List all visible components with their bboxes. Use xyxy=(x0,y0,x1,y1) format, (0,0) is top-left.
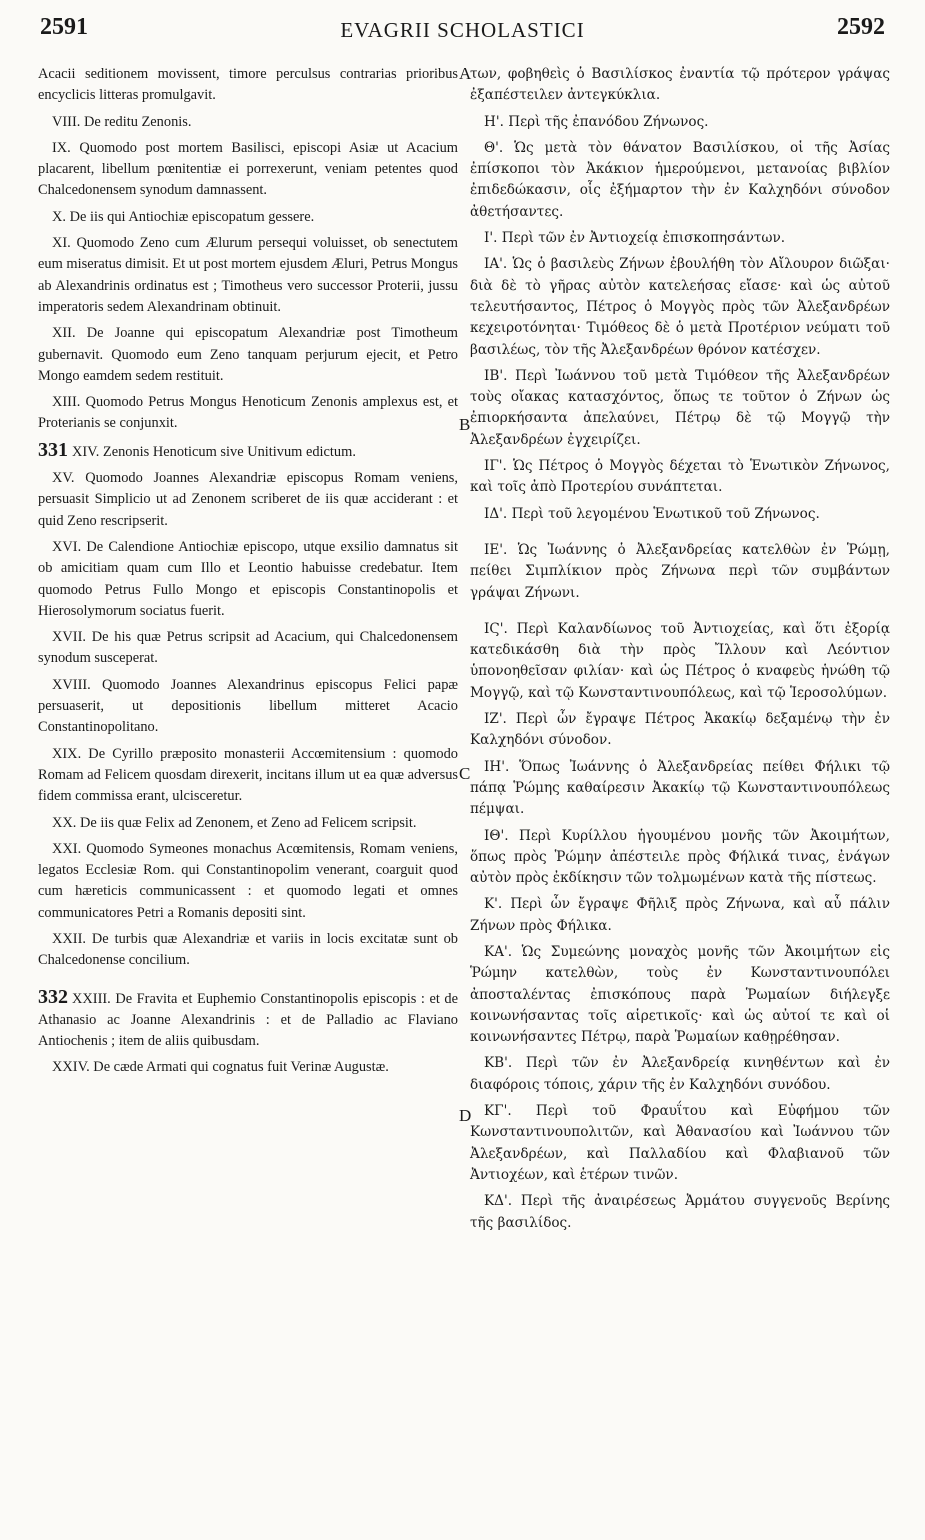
greek-entry: ΚΓ'. Περὶ τοῦ Φραυΐτου καὶ Εὐφήμου τῶν Κωνσταντινουπολιτῶν, καὶ Ἀθανασίου καὶ Ἰωάννου τῶν Ἀλεξανδρέων, καὶ Παλλαδίου καὶ Φλαβιανοῦ τῶν Ἀντιοχέων, καὶ ἑτέρων τινῶν. xyxy=(470,1103,890,1183)
column-marker-331: 331 xyxy=(38,438,68,461)
latin-entry: XVI. De Calendione Antiochiæ episcopo, utque exsilio damnatus sit ob amicitiam quam cum Illo et Leontio habuisse credebatur. Item quomodo Petrus Fullo Mongo et episcopis Constantinopolis et Hierosolymorum sociatus fuerit. xyxy=(38,538,458,619)
greek-entry: ΙΖ'. Περὶ ὧν ἔγραψε Πέτρος Ἀκακίῳ δεξαμένῳ τὴν ἐν Καλχηδόνι σύνοδον. xyxy=(470,711,890,749)
greek-entry: Ι'. Περὶ τῶν ἐν Ἀντιοχείᾳ ἐπισκοπησάντων. xyxy=(484,230,786,247)
latin-entry: XII. De Joanne qui episcopatum Alexandriæ post Timotheum gubernavit. Quomodo eum Zeno tanquam perjurum ejecit, et Petro Mongo eamdem sedem restituit. xyxy=(38,325,458,384)
latin-entry: IX. Quomodo post mortem Basilisci, episcopi Asiæ ut Acacium placarent, libellum pœnitentiæ ei porrexerunt, veniam petentes quod Chalcedonensem synodum damnassent. xyxy=(38,139,458,199)
latin-entry: XIX. De Cyrillo præposito monasterii Accœmitensium : quomodo Romam ad Felicem quosdam direxerit, incitans illum ut ea quæ adversus fidem commissa erant, ulcisceretur. xyxy=(38,745,458,805)
latin-entry: X. De iis qui Antiochiæ episcopatum gessere. xyxy=(52,208,315,225)
margin-letter-c: C xyxy=(459,764,471,783)
page-number-left: 2591 xyxy=(40,14,88,40)
latin-entry: VIII. De reditu Zenonis. xyxy=(52,113,192,130)
latin-entry: XVII. De his quæ Petrus scripsit ad Acacium, qui Chalcedonensem synodum susceperat. xyxy=(38,629,458,667)
latin-entry: XXIV. De cæde Armati qui cognatus fuit Verinæ Augustæ. xyxy=(52,1059,389,1076)
greek-entry: ΚΒ'. Περὶ τῶν ἐν Ἀλεξανδρείᾳ κινηθέντων καὶ ἐν διαφόροις τόποις, χάριν τῆς ἐν Καλχηδόνι συνόδου. xyxy=(470,1055,890,1093)
greek-entry: ΚΔ'. Περὶ τῆς ἀναιρέσεως Ἀρμάτου συγγενοῦς Βερίνης τῆς βασιλίδος. xyxy=(470,1193,890,1231)
latin-entry: XXI. Quomodo Symeones monachus Acœmitensis, Romam veniens, legatos Ecclesiæ Rom. qui Constantinopolim venerant, coarguit quod cum hæreticis communicassent : et quomodo legati et omnes communicatores Petri a Romanis depositi sint. xyxy=(38,840,458,921)
greek-entry: των, φοβηθεὶς ὁ Βασιλίσκος ἐναντία τῷ πρότερον γράψας ἐξαπέστειλεν ἀντεγκύκλια. xyxy=(470,66,890,104)
latin-entry-text: XIV. Zenonis Henoticum sive Unitivum edictum. xyxy=(72,443,356,460)
page-number-right: 2592 xyxy=(837,14,885,40)
greek-entry: ΙΘ'. Περὶ Κυρίλλου ἡγουμένου μονῆς τῶν Ἀκοιμήτων, ὅπως πρὸς Ῥώμην ἀπέστειλε πρὸς Φήλικά τινας, ἐνάγων αὐτὸν πρὸς ἐκδίκησιν τῶν τολμωμένων κατὰ τῆς πίστεως. xyxy=(470,827,890,887)
greek-entry: ΙΕ'. Ὡς Ἰωάννης ὁ Ἀλεξανδρείας κατελθὼν ἐν Ῥώμῃ, πείθει Σιμπλίκιον πρὸς Ζήνωνα περὶ τῶν συμβάντων γράψαι Ζήνωνι. xyxy=(470,541,890,601)
greek-column xyxy=(470,64,890,1239)
column-marker-332: 332 xyxy=(38,985,68,1008)
margin-letter-a: A xyxy=(459,64,472,83)
latin-column xyxy=(38,64,458,1084)
latin-entry: XVIII. Quomodo Joannes Alexandrinus episcopus Felici papæ persuaserit, ut depositionis libellum mitteret Acacio Constantinopolitano. xyxy=(38,676,458,736)
greek-entry: ΚΑ'. Ὡς Συμεώνης μοναχὸς μονῆς τῶν Ἀκοιμήτων εἰς Ῥώμην κατελθὼν, τοὺς ἐν Κωνσταντινουπόλει ἀποσταλέντας ἐπισκόπους παρὰ Ῥωμαίων διήλεγξε κοινωνήσαντας τοῖς αἱρετικοῖς· καὶ ὡς αὐτοί τε καὶ οἱ κοινωνήσαντες Πέτρῳ, παρὰ Ῥωμαίων καθῃρέθησαν. xyxy=(470,943,890,1046)
greek-entry: ΙΗ'. Ὅπως Ἰωάννης ὁ Ἀλεξανδρείας πείθει Φήλικι τῷ πάπᾳ Ῥώμης καθαίρεσιν Ἀκακίῳ τῷ Κωνσταντινουπόλεως πέμψαι. xyxy=(470,758,890,818)
running-title: EVAGRII SCHOLASTICI xyxy=(340,18,585,42)
latin-entry xyxy=(38,987,458,1053)
greek-entry: ΙΒ'. Περὶ Ἰωάννου τοῦ μετὰ Τιμόθεον τῆς Ἀλεξανδρέων τοὺς οἴακας κατασχόντος, ὅπως τε τοῦτον ὁ Ζήνων ὡς ἐπιορκήσαντα ἀπελαύνει, Πέτρῳ δὲ τῷ Μογγῷ τὴν Ἀλεξανδρέων ἐγχειρίζει. xyxy=(470,367,890,448)
greek-entry: Θ'. Ὡς μετὰ τὸν θάνατον Βασιλίσκου, οἱ τῆς Ἀσίας ἐπίσκοποι τὸν Ἀκάκιον ἡμερούμενοι, μετανοίας βιβλίον ἐπιδεδώκασιν, οἷς ἐξήμαρτον τὴν ἐν Καλχηδόνι σύνοδον ἀθετήσαντες. xyxy=(470,139,890,220)
latin-entry: XV. Quomodo Joannes Alexandriæ episcopus Romam veniens, persuasit Simplicio ut ad Zenonem scriberet de iis quæ acciderant : et quid Zeno rescripserit. xyxy=(38,470,458,529)
latin-entry: XIII. Quomodo Petrus Mongus Henoticum Zenonis amplexus est, et Proterianis se conjunxit. xyxy=(38,394,458,432)
latin-entry: XX. De iis quæ Felix ad Zenonem, et Zeno ad Felicem scripsit. xyxy=(52,814,417,831)
latin-entry xyxy=(38,440,458,463)
greek-entry: ΙΑ'. Ὡς ὁ βασιλεὺς Ζήνων ἐβουλήθη τὸν Αἴλουρον διῶξαι· διὰ δὲ τὸ γῆρας αὐτὸν κατελεήσας εἴασε· καὶ ὡς αὐτοῦ τελευτήσαντος, Πέτρος ὁ Μογγὸς πρὸς τῶν Ἀλεξανδρέων κεχειροτόνηται· Τιμόθεος δὲ ὁ μετὰ Προτέριον νεύματι τοῦ βασιλέως, τὸν τῆς Ἀλεξανδρέων θρόνον κατέσχεν. xyxy=(470,256,890,358)
latin-entry: Acacii seditionem movissent, timore perculsus contrarias prioribus encyclicis litteras promulgavit. xyxy=(38,66,458,104)
greek-entry: ΙΓ'. Ὡς Πέτρος ὁ Μογγὸς δέχεται τὸ Ἑνωτικὸν Ζήνωνος, καὶ τοῖς ἀπὸ Προτερίου συνάπτεται. xyxy=(470,458,890,496)
margin-letter-b: B xyxy=(459,415,471,434)
greek-entry: ΙΔ'. Περὶ τοῦ λεγομένου Ἑνωτικοῦ τοῦ Ζήνωνος. xyxy=(484,505,820,522)
page-header xyxy=(40,14,885,50)
latin-entry: XXII. De turbis quæ Alexandriæ et variis in locis excitatæ sunt ob Chalcedonense concilium. xyxy=(38,930,458,969)
greek-entry: ΙϚ'. Περὶ Καλανδίωνος τοῦ Ἀντιοχείας, καὶ ὅτι ἐξορίᾳ κατεδικάσθη διὰ τὴν πρὸς Ἴλλουν καὶ Λεόντιον ὑπονοηθεῖσαν φιλίαν· καὶ ὡς Πέτρος ὁ κναφεὺς ἡνώθη τῷ Μογγῷ, καὶ τῷ Κωνσταντινουπόλεως, καὶ τῷ Ἱεροσολύμων. xyxy=(470,620,890,701)
greek-entry: Η'. Περὶ τῆς ἐπανόδου Ζήνωνος. xyxy=(484,113,709,130)
margin-letter-d: D xyxy=(459,1106,472,1125)
latin-entry: XI. Quomodo Zeno cum Ælurum persequi voluisset, ob senectutem eum miseratus dimisit. Et ut post mortem ejusdem Æluri, Petrus Mongus ab Alexandrinis ordinatus est ; Timotheus vero successor Proterii, jussu imperatoris sedem Alexandrinam obtinuit. xyxy=(38,235,458,315)
latin-entry-text: XXIII. De Fravita et Euphemio Constantinopolis episcopis : et de Athanasio ac Joanne Alexandrinis : et de Palladio ac Flaviano Antiochenis ; item de aliis quibusdam. xyxy=(38,990,458,1050)
greek-entry: Κ'. Περὶ ὧν ἔγραψε Φῆλιξ πρὸς Ζήνωνα, καὶ αὖ πάλιν Ζήνων πρὸς Φήλικα. xyxy=(470,896,890,934)
